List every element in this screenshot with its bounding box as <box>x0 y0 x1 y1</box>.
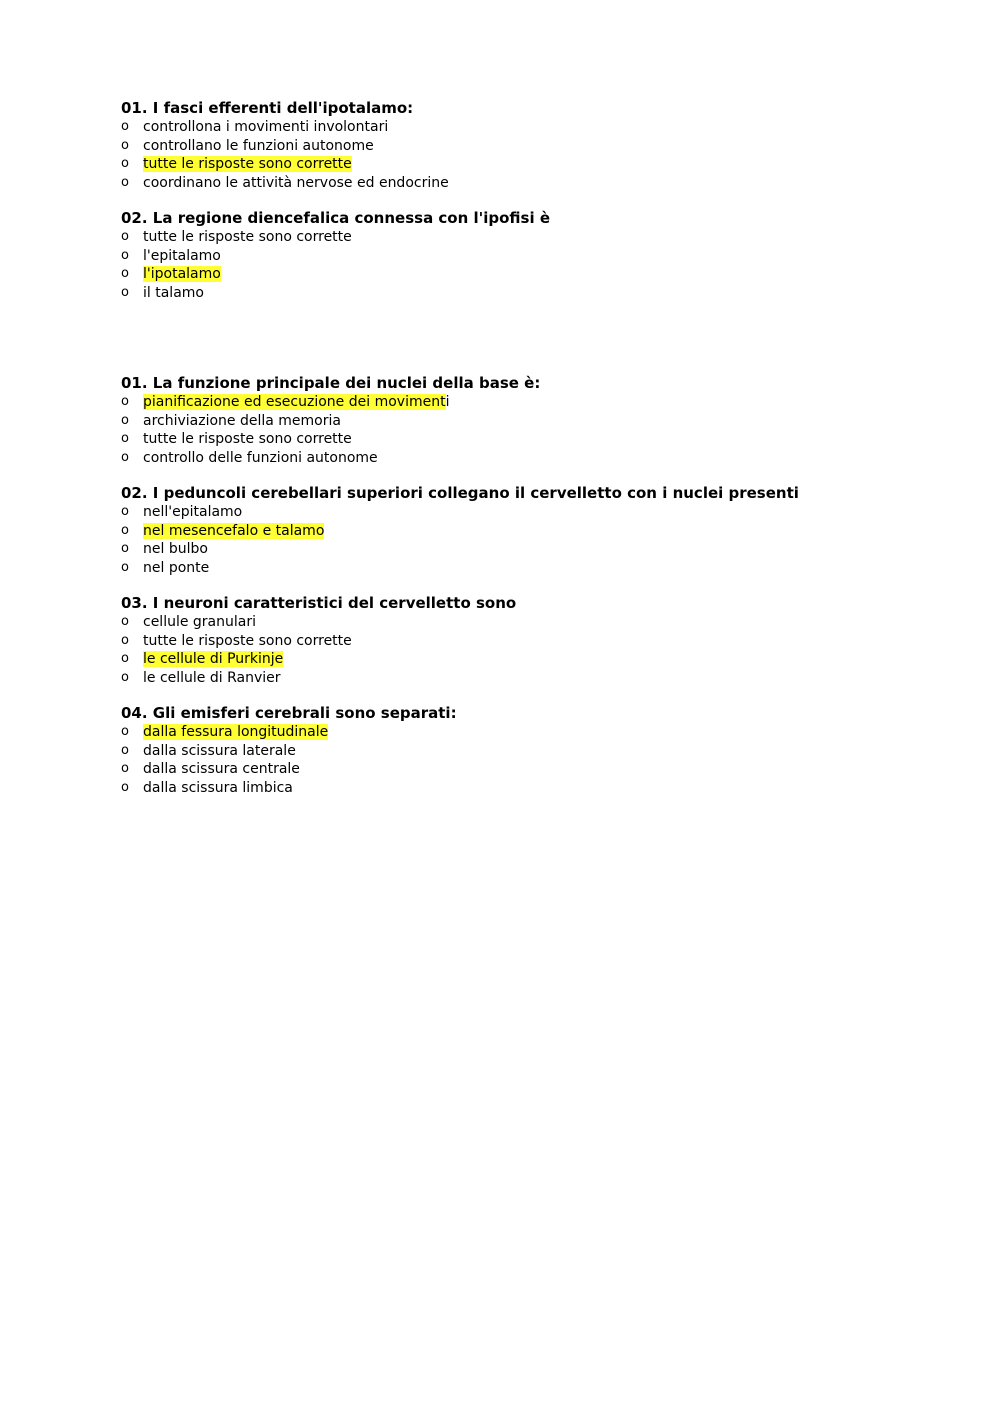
option-text: il talamo <box>143 284 204 301</box>
bullet-icon: o <box>121 614 129 629</box>
question-title: 04. Gli emisferi cerebrali sono separati: <box>121 704 457 722</box>
question-1-2 <box>121 208 921 302</box>
answer-option[interactable] <box>121 265 921 284</box>
option-text: controllano le funzioni autonome <box>143 137 374 154</box>
option-text: nel ponte <box>143 559 210 576</box>
answer-option[interactable] <box>121 118 921 137</box>
answer-option[interactable] <box>121 247 921 266</box>
bullet-icon: o <box>121 504 129 519</box>
answer-option[interactable] <box>121 779 921 798</box>
answer-option[interactable] <box>121 760 921 779</box>
question-1-1 <box>121 98 921 192</box>
answer-option[interactable] <box>121 174 921 193</box>
answer-option[interactable] <box>121 613 921 632</box>
highlighted-text: tutte le risposte sono corrette <box>143 156 352 172</box>
bullet-icon: o <box>121 559 129 575</box>
answer-option[interactable] <box>121 650 921 669</box>
bullet-icon: o <box>121 761 129 776</box>
answer-option[interactable] <box>121 430 921 449</box>
answer-option[interactable] <box>121 284 921 303</box>
option-text: controllo delle funzioni autonome <box>143 449 378 466</box>
answer-option[interactable] <box>121 137 921 156</box>
question-title: 03. I neuroni caratteristici del cervelletto sono <box>121 594 517 612</box>
answer-option[interactable] <box>121 723 921 742</box>
answer-option[interactable] <box>121 228 921 247</box>
bullet-icon: o <box>121 779 129 795</box>
bullet-icon: o <box>121 119 129 134</box>
bullet-icon: o <box>121 156 129 171</box>
answer-option[interactable] <box>121 393 921 412</box>
option-text: l'epitalamo <box>143 247 221 264</box>
option-text: archiviazione della memoria <box>143 412 341 429</box>
answer-option[interactable] <box>121 669 921 688</box>
option-text: cellule granulari <box>143 614 256 630</box>
bullet-icon: o <box>121 394 129 409</box>
quiz-section-1 <box>121 98 921 302</box>
option-text: tutte le risposte sono corrette <box>143 632 352 649</box>
bullet-icon: o <box>121 137 129 153</box>
bullet-icon: o <box>121 541 129 556</box>
bullet-icon: o <box>121 174 129 190</box>
highlighted-text: l'ipotalamo <box>143 266 221 282</box>
answer-option[interactable] <box>121 632 921 651</box>
bullet-icon: o <box>121 632 129 648</box>
question-title: 01. I fasci efferenti dell'ipotalamo: <box>121 99 414 117</box>
question-title: 02. I peduncoli cerebellari superiori collegano il cervelletto con i nuclei presenti <box>121 484 799 502</box>
bullet-icon: o <box>121 742 129 758</box>
quiz-document <box>121 98 921 813</box>
option-text: nell'epitalamo <box>143 504 243 520</box>
bullet-icon: o <box>121 247 129 263</box>
answer-option[interactable] <box>121 155 921 174</box>
option-text: tutte le risposte sono corrette <box>143 229 352 245</box>
question-2-2 <box>121 483 921 577</box>
answer-option[interactable] <box>121 503 921 522</box>
option-text: dalla scissura laterale <box>143 742 296 759</box>
answer-option[interactable] <box>121 540 921 559</box>
answer-option[interactable] <box>121 412 921 431</box>
bullet-icon: o <box>121 431 129 446</box>
highlighted-text: pianificazione ed esecuzione dei moviment <box>143 394 446 410</box>
option-text: dalla scissura centrale <box>143 761 300 777</box>
highlighted-text: dalla fessura longitudinale <box>143 724 329 740</box>
bullet-icon: o <box>121 449 129 465</box>
bullet-icon: o <box>121 412 129 428</box>
answer-option[interactable] <box>121 522 921 541</box>
option-text: i <box>445 394 450 410</box>
bullet-icon: o <box>121 229 129 244</box>
option-text: coordinano le attività nervose ed endocrine <box>143 174 449 191</box>
bullet-icon: o <box>121 669 129 685</box>
highlighted-text: nel mesencefalo e talamo <box>143 522 325 539</box>
highlighted-text: le cellule di Purkinje <box>143 651 284 667</box>
question-2-4 <box>121 703 921 797</box>
bullet-icon: o <box>121 522 129 538</box>
bullet-icon: o <box>121 651 129 666</box>
question-title: 02. La regione diencefalica connessa con l'ipofisi è <box>121 209 551 227</box>
option-text: nel bulbo <box>143 541 208 557</box>
quiz-section-2 <box>121 373 921 797</box>
question-2-3 <box>121 593 921 687</box>
section-spacer <box>121 318 921 373</box>
option-text: dalla scissura limbica <box>143 779 293 796</box>
option-text: tutte le risposte sono corrette <box>143 431 352 447</box>
option-text: le cellule di Ranvier <box>143 669 281 686</box>
question-title: 01. La funzione principale dei nuclei della base è: <box>121 374 541 392</box>
option-text: controllona i movimenti involontari <box>143 119 389 135</box>
question-2-1 <box>121 373 921 467</box>
answer-option[interactable] <box>121 449 921 468</box>
bullet-icon: o <box>121 266 129 281</box>
bullet-icon: o <box>121 284 129 300</box>
answer-option[interactable] <box>121 742 921 761</box>
bullet-icon: o <box>121 724 129 739</box>
answer-option[interactable] <box>121 559 921 578</box>
